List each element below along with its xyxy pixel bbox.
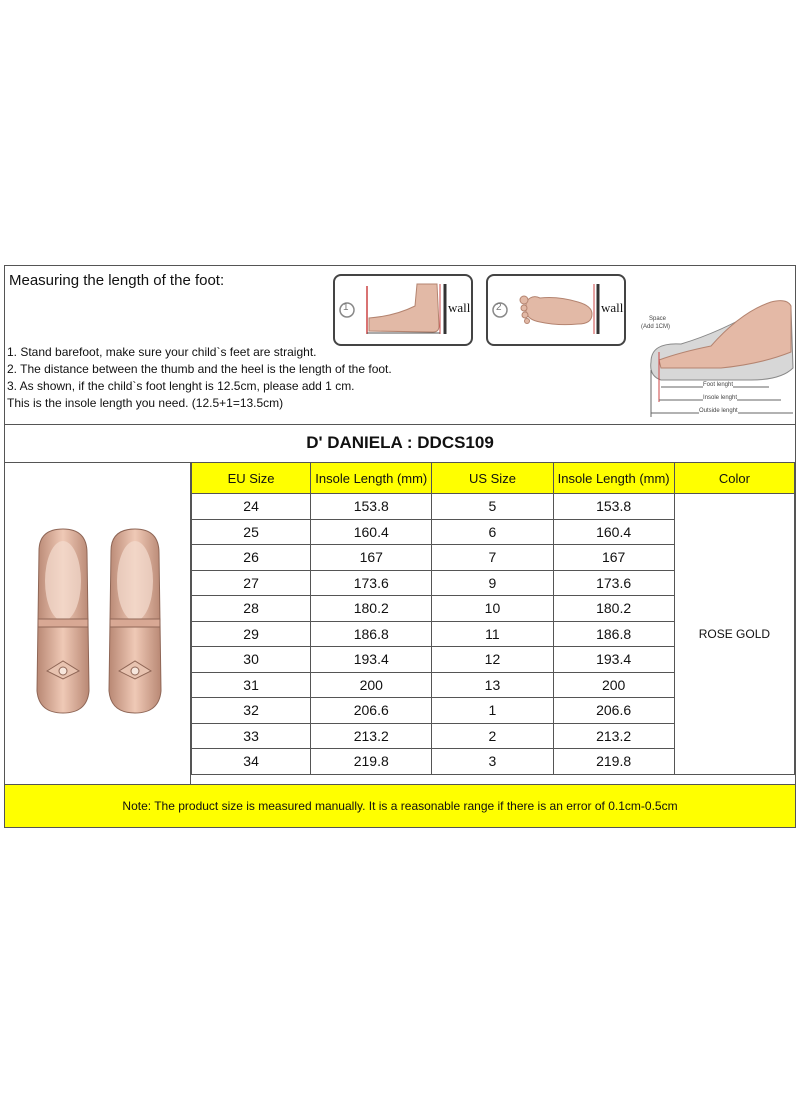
- insole-length-eu-cell: 219.8: [311, 749, 432, 775]
- eu-size-cell: 26: [192, 545, 311, 571]
- us-size-cell: 13: [432, 672, 553, 698]
- eu-size-cell: 32: [192, 698, 311, 724]
- size-table: [191, 462, 795, 775]
- add-label: (Add 1CM): [641, 324, 671, 330]
- eu-size-cell: 31: [192, 672, 311, 698]
- insole-length-us-cell: 219.8: [553, 749, 674, 775]
- insole-length-label: Insole lenght: [703, 395, 738, 401]
- shoe-measure-diagram: [641, 272, 795, 422]
- header-eu-size: EU Size: [192, 463, 311, 494]
- insole-length-us-cell: 186.8: [553, 621, 674, 647]
- eu-size-cell: 34: [192, 749, 311, 775]
- measuring-steps: [7, 344, 392, 412]
- outside-length-label: Outside lenght: [699, 408, 738, 414]
- eu-size-cell: 25: [192, 519, 311, 545]
- product-title: D' DANIELA : DDCS109: [5, 424, 795, 463]
- color-cell: ROSE GOLD: [674, 494, 794, 775]
- foot-side-diagram: [333, 274, 473, 346]
- insole-length-us-cell: 173.6: [553, 570, 674, 596]
- rose-gold-shoes-image: [25, 521, 175, 721]
- insole-length-us-cell: 213.2: [553, 723, 674, 749]
- size-table-body: [192, 494, 795, 775]
- us-size-cell: 10: [432, 596, 553, 622]
- diagram1-wall-label: wall: [448, 300, 471, 315]
- insole-length-eu-cell: 160.4: [311, 519, 432, 545]
- eu-size-cell: 24: [192, 494, 311, 520]
- insole-length-eu-cell: 167: [311, 545, 432, 571]
- foot-top-diagram: [486, 274, 626, 346]
- foot-length-label: Foot lenght: [703, 382, 734, 388]
- header-insole-length-us: Insole Length (mm): [553, 463, 674, 494]
- us-size-cell: 12: [432, 647, 553, 673]
- step-2: 2. The distance between the thumb and the heel is the length of the foot.: [7, 362, 392, 376]
- measuring-section: [5, 266, 795, 425]
- table-header-row: [192, 463, 795, 494]
- table-row: [192, 494, 795, 520]
- us-size-cell: 11: [432, 621, 553, 647]
- eu-size-cell: 27: [192, 570, 311, 596]
- insole-length-eu-cell: 193.4: [311, 647, 432, 673]
- insole-length-eu-cell: 206.6: [311, 698, 432, 724]
- us-size-cell: 1: [432, 698, 553, 724]
- insole-length-us-cell: 206.6: [553, 698, 674, 724]
- insole-length-us-cell: 153.8: [553, 494, 674, 520]
- insole-length-eu-cell: 186.8: [311, 621, 432, 647]
- us-size-cell: 3: [432, 749, 553, 775]
- insole-length-us-cell: 167: [553, 545, 674, 571]
- us-size-cell: 6: [432, 519, 553, 545]
- diagram1-badge: 1: [343, 302, 349, 313]
- eu-size-cell: 28: [192, 596, 311, 622]
- eu-size-cell: 33: [192, 723, 311, 749]
- us-size-cell: 5: [432, 494, 553, 520]
- insole-length-eu-cell: 180.2: [311, 596, 432, 622]
- insole-length-eu-cell: 153.8: [311, 494, 432, 520]
- eu-size-cell: 30: [192, 647, 311, 673]
- diagram2-badge: 2: [496, 302, 502, 313]
- insole-length-eu-cell: 173.6: [311, 570, 432, 596]
- size-chart: [4, 265, 796, 828]
- insole-length-us-cell: 200: [553, 672, 674, 698]
- insole-length-eu-cell: 213.2: [311, 723, 432, 749]
- header-us-size: US Size: [432, 463, 553, 494]
- space-label: Space: [649, 316, 667, 322]
- insole-length-us-cell: 193.4: [553, 647, 674, 673]
- us-size-cell: 7: [432, 545, 553, 571]
- us-size-cell: 2: [432, 723, 553, 749]
- step-4: This is the insole length you need. (12.5+1=13.5cm): [7, 396, 284, 410]
- insole-length-eu-cell: 200: [311, 672, 432, 698]
- step-3: 3. As shown, if the child`s foot lenght is 12.5cm, please add 1 cm.: [7, 379, 355, 393]
- us-size-cell: 9: [432, 570, 553, 596]
- diagram2-wall-label: wall: [601, 300, 624, 315]
- header-color: Color: [674, 463, 794, 494]
- step-1: 1. Stand barefoot, make sure your child`s feet are straight.: [7, 345, 317, 359]
- insole-length-us-cell: 160.4: [553, 519, 674, 545]
- header-insole-length-eu: Insole Length (mm): [311, 463, 432, 494]
- note-bar: Note: The product size is measured manually. It is a reasonable range if there is an error of 0.1cm-0.5cm: [5, 784, 795, 827]
- measuring-title: Measuring the length of the foot:: [9, 272, 225, 289]
- eu-size-cell: 29: [192, 621, 311, 647]
- insole-length-us-cell: 180.2: [553, 596, 674, 622]
